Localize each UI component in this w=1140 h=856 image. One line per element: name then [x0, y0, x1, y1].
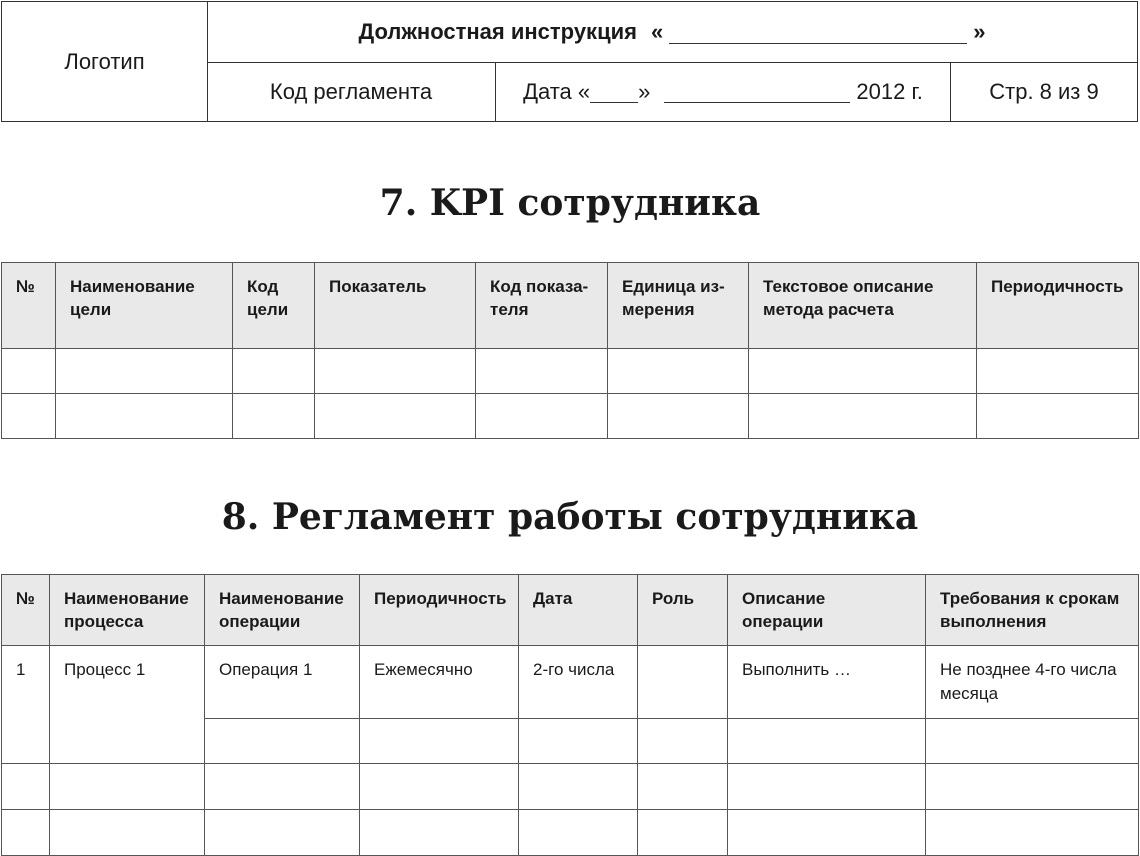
- row-number[interactable]: 1: [2, 646, 50, 764]
- table-cell[interactable]: [56, 394, 233, 439]
- table-cell[interactable]: [360, 764, 519, 810]
- regulation-table: [1, 574, 1139, 856]
- table-cell[interactable]: [315, 394, 476, 439]
- table-cell[interactable]: [2, 394, 56, 439]
- table-cell[interactable]: [749, 394, 977, 439]
- logo-placeholder: Логотип: [2, 2, 208, 121]
- table-cell[interactable]: [519, 764, 638, 810]
- table-cell[interactable]: [728, 764, 926, 810]
- title-quote-open: «: [650, 19, 664, 44]
- kpi-col-indicator: Показатель: [315, 263, 476, 349]
- page-number: Стр. 8 из 9: [989, 78, 1099, 104]
- document-header: [1, 1, 1138, 122]
- operation-name[interactable]: Операция 1: [205, 646, 360, 719]
- kpi-section-title: 7. KPI сотрудника: [379, 182, 761, 224]
- process-name[interactable]: Процесс 1: [50, 646, 205, 764]
- date-quote-close: »: [638, 78, 651, 104]
- kpi-col-method: Текстовое описание метода расчета: [749, 263, 977, 349]
- table-row: [2, 764, 1139, 810]
- regulation-header-row: [2, 575, 1139, 646]
- table-cell[interactable]: [315, 349, 476, 394]
- table-cell[interactable]: [638, 719, 728, 764]
- operation-role[interactable]: [638, 646, 728, 719]
- table-cell[interactable]: [50, 764, 205, 810]
- reg-col-num: №: [2, 575, 50, 646]
- date-month-blank: [664, 80, 850, 103]
- table-cell[interactable]: [205, 764, 360, 810]
- kpi-col-indicator-code: Код показа-теля: [476, 263, 608, 349]
- kpi-header-row: [2, 263, 1139, 349]
- table-row: [2, 394, 1139, 439]
- table-cell[interactable]: [360, 719, 519, 764]
- table-cell[interactable]: [476, 349, 608, 394]
- reg-col-operation: Наименование операции: [205, 575, 360, 646]
- reg-col-deadline: Требования к срокам выполнения: [926, 575, 1139, 646]
- date-year: 2012 г.: [856, 78, 923, 104]
- operation-description[interactable]: Выполнить …: [728, 646, 926, 719]
- kpi-col-frequency: Периодичность: [977, 263, 1139, 349]
- table-row: [2, 646, 1139, 719]
- kpi-col-goal-name: Наименование цели: [56, 263, 233, 349]
- operation-deadline[interactable]: Не позднее 4-го числа месяца: [926, 646, 1139, 719]
- table-cell[interactable]: [608, 394, 749, 439]
- table-cell[interactable]: [233, 394, 315, 439]
- table-cell[interactable]: [638, 764, 728, 810]
- page-number-cell: [951, 62, 1137, 121]
- document-title: Должностная инструкция: [358, 19, 637, 44]
- table-row: [2, 349, 1139, 394]
- kpi-col-num: №: [2, 263, 56, 349]
- document-title-row: [207, 2, 1137, 63]
- table-cell[interactable]: [233, 349, 315, 394]
- title-quote-close: »: [973, 19, 986, 44]
- regulation-section-title: 8. Регламент работы сотрудника: [221, 496, 919, 538]
- table-cell[interactable]: [476, 394, 608, 439]
- date-day-blank: [590, 80, 638, 103]
- table-cell[interactable]: [977, 394, 1139, 439]
- reg-col-date: Дата: [519, 575, 638, 646]
- reg-col-frequency: Периодичность: [360, 575, 519, 646]
- table-cell[interactable]: [977, 349, 1139, 394]
- kpi-table: [1, 262, 1139, 439]
- table-cell[interactable]: [519, 719, 638, 764]
- table-cell[interactable]: [926, 719, 1139, 764]
- kpi-col-goal-code: Код цели: [233, 263, 315, 349]
- table-cell[interactable]: [926, 764, 1139, 810]
- regulation-code-cell: [207, 62, 496, 121]
- table-cell[interactable]: [608, 349, 749, 394]
- table-cell[interactable]: [2, 349, 56, 394]
- date-cell: [496, 62, 951, 121]
- reg-col-description: Описание операции: [728, 575, 926, 646]
- table-cell[interactable]: [749, 349, 977, 394]
- kpi-col-unit: Единица из-мерения: [608, 263, 749, 349]
- reg-col-role: Роль: [638, 575, 728, 646]
- table-cell[interactable]: [205, 719, 360, 764]
- date-label: Дата «: [523, 78, 591, 104]
- operation-date[interactable]: 2-го числа: [519, 646, 638, 719]
- table-cell[interactable]: [728, 719, 926, 764]
- table-cell[interactable]: [56, 349, 233, 394]
- operation-frequency[interactable]: Ежемесячно: [360, 646, 519, 719]
- table-cell[interactable]: [2, 764, 50, 810]
- reg-col-process: Наименование процесса: [50, 575, 205, 646]
- regulation-code-label: Код регламента: [269, 78, 433, 104]
- title-blank-field: [669, 21, 967, 44]
